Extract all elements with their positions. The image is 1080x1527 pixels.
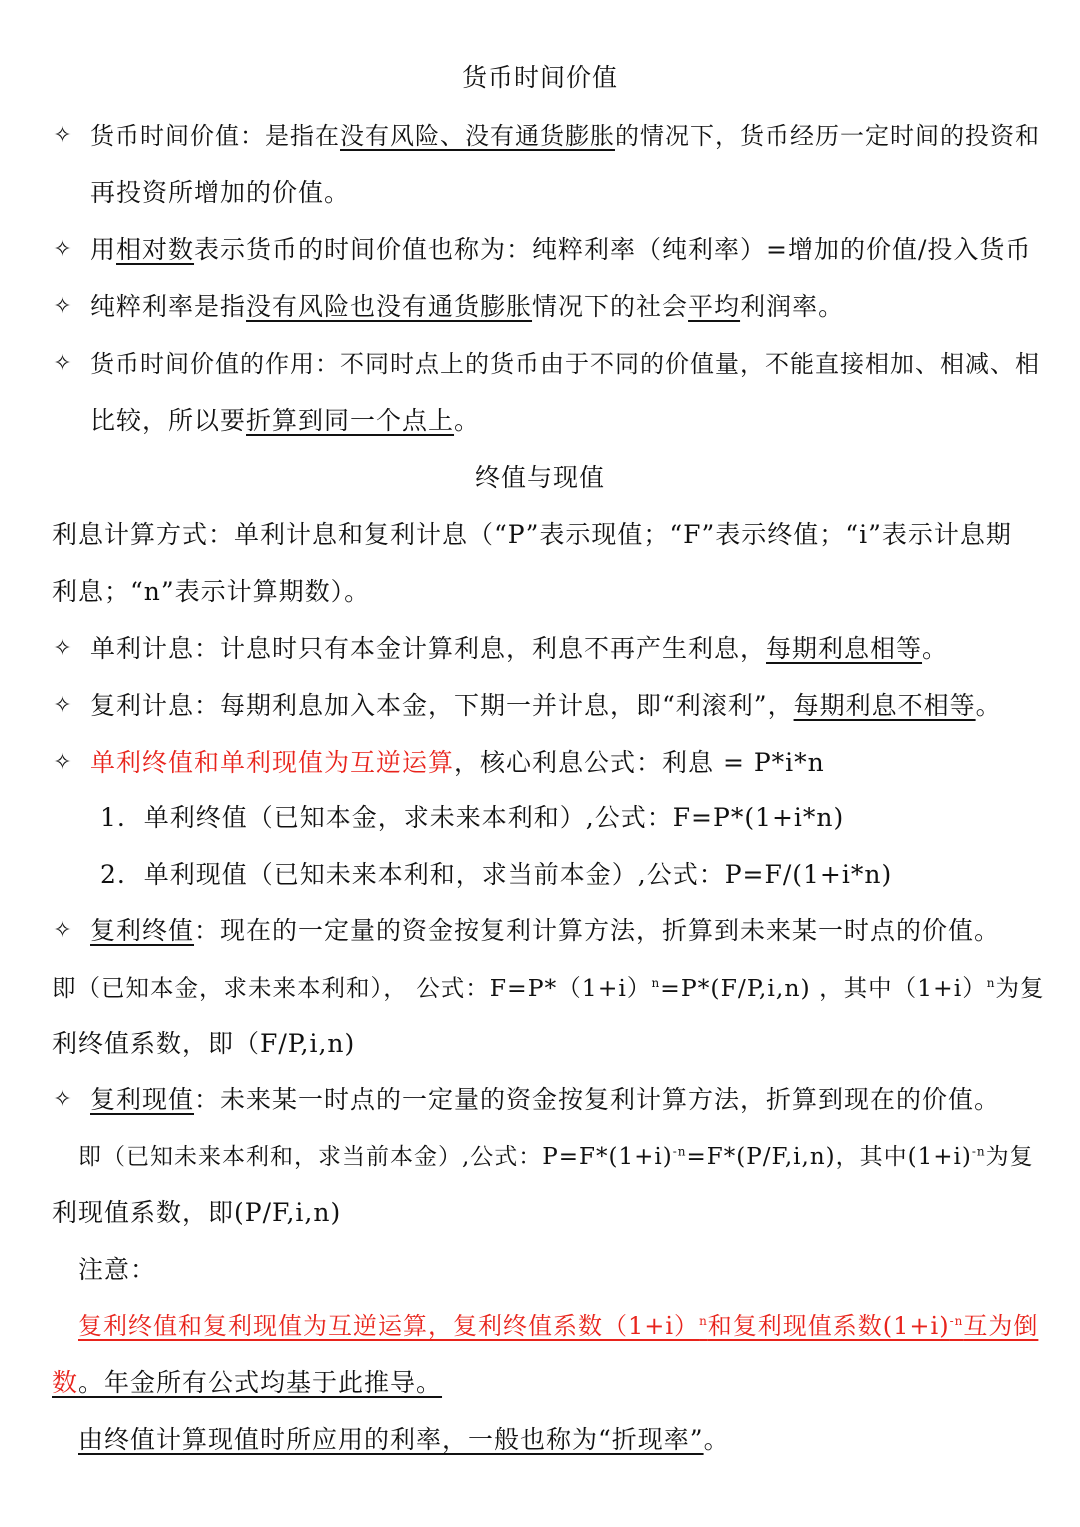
text-segment: 利润率。	[740, 292, 845, 321]
diamond-bullet-icon: ✧	[53, 123, 73, 148]
diamond-bullet-icon: ✧	[53, 636, 73, 661]
text-segment: 即（已知本金，求未来本利和）， 公式：F=P*（1+i）	[52, 974, 652, 1002]
underlined-text: 没有风险、没有通货膨胀	[340, 122, 615, 150]
paragraph-continuation: 利息；“n”表示计算期数）。	[52, 577, 371, 606]
text-segment: 。	[922, 634, 949, 663]
text-segment: 。	[454, 406, 481, 435]
paragraph-pure-rate	[90, 230, 1031, 270]
text-segment: 。	[975, 691, 1002, 720]
text-segment: =P*(F/P,i,n) ，其中（1+i）	[660, 974, 987, 1002]
paragraph-pure-rate-definition	[90, 287, 844, 327]
highlighted-text: 单利终值和单利现值为互逆运算	[90, 748, 455, 777]
paragraph-function: 货币时间价值的作用：不同时点上的货币由于不同的价值量，不能直接相加、相减、相	[90, 350, 1040, 378]
numbered-item-simple-present	[100, 855, 892, 895]
superscript: n	[986, 976, 996, 991]
paragraph-compound-present-formula	[78, 1137, 1034, 1177]
paragraph-compound-interest	[90, 686, 1002, 726]
highlighted-text: 数	[52, 1368, 79, 1397]
text-segment: 表示货币的时间价值也称为：纯粹利率（纯利率）=增加的价值/投入货币	[194, 235, 1032, 264]
underlined-text: 复利现值	[90, 1085, 195, 1114]
text-segment: ：未来某一时点的一定量的资金按复利计算方法，折算到现在的价值。	[194, 1085, 1001, 1114]
underlined-text: 平均	[688, 292, 741, 321]
text-segment: 纯粹利率是指	[90, 292, 247, 321]
text-segment: 复利计息：每期利息加入本金，下期一并计息，即“利滚利”，	[90, 691, 794, 720]
underlined-text: 每期利息不相等	[793, 691, 976, 720]
text-segment: ，核心利息公式：利息 = P*i*n	[454, 748, 825, 777]
paragraph-continuation	[90, 401, 480, 441]
paragraph-continuation: 利现值系数，即(P/F,i,n)	[52, 1198, 342, 1227]
section-title-future-present: 终值与现值	[474, 463, 605, 492]
list-number: 1.	[100, 803, 126, 832]
underlined-text: 折算到同一个点上	[246, 406, 455, 435]
text-segment: 比较，所以要	[90, 406, 247, 435]
diamond-bullet-icon: ✧	[53, 693, 73, 718]
diamond-bullet-icon: ✧	[53, 294, 73, 319]
text-segment: 。	[703, 1425, 730, 1454]
paragraph-continuation	[52, 1363, 442, 1403]
note-discount-rate	[78, 1420, 730, 1460]
text-segment: 互为倒	[963, 1312, 1039, 1340]
text-segment: 单利计息：计息时只有本金计算利息，利息不再产生利息，	[90, 634, 767, 663]
diamond-bullet-icon: ✧	[53, 237, 73, 262]
superscript: n	[699, 1314, 708, 1328]
text-segment: 。年金所有公式均基于此推导。	[78, 1368, 443, 1397]
text-segment: 复利终值和复利现值为互逆运算，复利终值系数（1+i）	[78, 1312, 700, 1340]
text-segment: 即（已知未来本利和，求当前本金）,公式：P=F*(1+i)	[78, 1144, 673, 1170]
superscript: -n	[971, 1144, 986, 1159]
text-segment: 为复	[985, 1144, 1034, 1170]
note-label: 注意：	[78, 1255, 157, 1284]
text-segment: 情况下的社会	[532, 292, 689, 321]
text-segment: 和复利现值系数(1+i)	[707, 1312, 950, 1340]
diamond-bullet-icon: ✧	[53, 918, 73, 943]
underlined-text: 复利终值	[90, 916, 195, 945]
paragraph-continuation: 利终值系数，即（F/P,i,n)	[52, 1029, 356, 1058]
diamond-bullet-icon: ✧	[53, 351, 73, 376]
paragraph-compound-present	[90, 1080, 1000, 1120]
text-segment: 货币时间价值：是指在	[90, 122, 340, 150]
text-segment: =F*(P/F,i,n)，其中(1+i)	[686, 1144, 972, 1170]
underlined-text: 相对数	[116, 235, 195, 264]
superscript: -n	[672, 1144, 687, 1159]
note-inverse-coefficients	[78, 1306, 1038, 1346]
underlined-text: 没有风险也没有通货膨胀	[246, 292, 533, 321]
text-segment: 用	[90, 235, 117, 264]
underlined-text: 由终值计算现值时所应用的利率，一般也称为“折现率”	[78, 1425, 704, 1454]
diamond-bullet-icon: ✧	[53, 750, 73, 775]
superscript: -n	[949, 1314, 964, 1328]
text-segment: 单利现值（已知未来本利和，求当前本金）,公式：P=F/(1+i*n)	[143, 860, 893, 889]
paragraph-compound-future-formula	[52, 968, 1045, 1008]
numbered-item-simple-future	[100, 798, 844, 838]
superscript: n	[651, 976, 661, 991]
text-segment: 为复	[995, 974, 1045, 1002]
underlined-text: 每期利息相等	[766, 634, 923, 663]
paragraph-definition	[90, 116, 1040, 156]
paragraph-interest-method: 利息计算方式：单利计息和复利计息（“P”表示现值；“F”表示终值；“i”表示计息期	[52, 520, 1012, 549]
paragraph-compound-future	[90, 911, 1000, 951]
text-segment: 的情况下，货币经历一定时间的投资和	[615, 122, 1040, 150]
list-number: 2.	[100, 860, 126, 889]
text-segment: ：现在的一定量的资金按复利计算方法，折算到未来某一时点的价值。	[194, 916, 1001, 945]
text-segment: 单利终值（已知本金，求未来本利和）,公式：F=P*(1+i*n)	[143, 803, 845, 832]
diamond-bullet-icon: ✧	[53, 1087, 73, 1112]
section-title-time-value: 货币时间价值	[461, 63, 618, 92]
paragraph-simple-inverse	[90, 743, 825, 783]
paragraph-continuation: 再投资所增加的价值。	[90, 178, 351, 207]
paragraph-simple-interest	[90, 629, 948, 669]
